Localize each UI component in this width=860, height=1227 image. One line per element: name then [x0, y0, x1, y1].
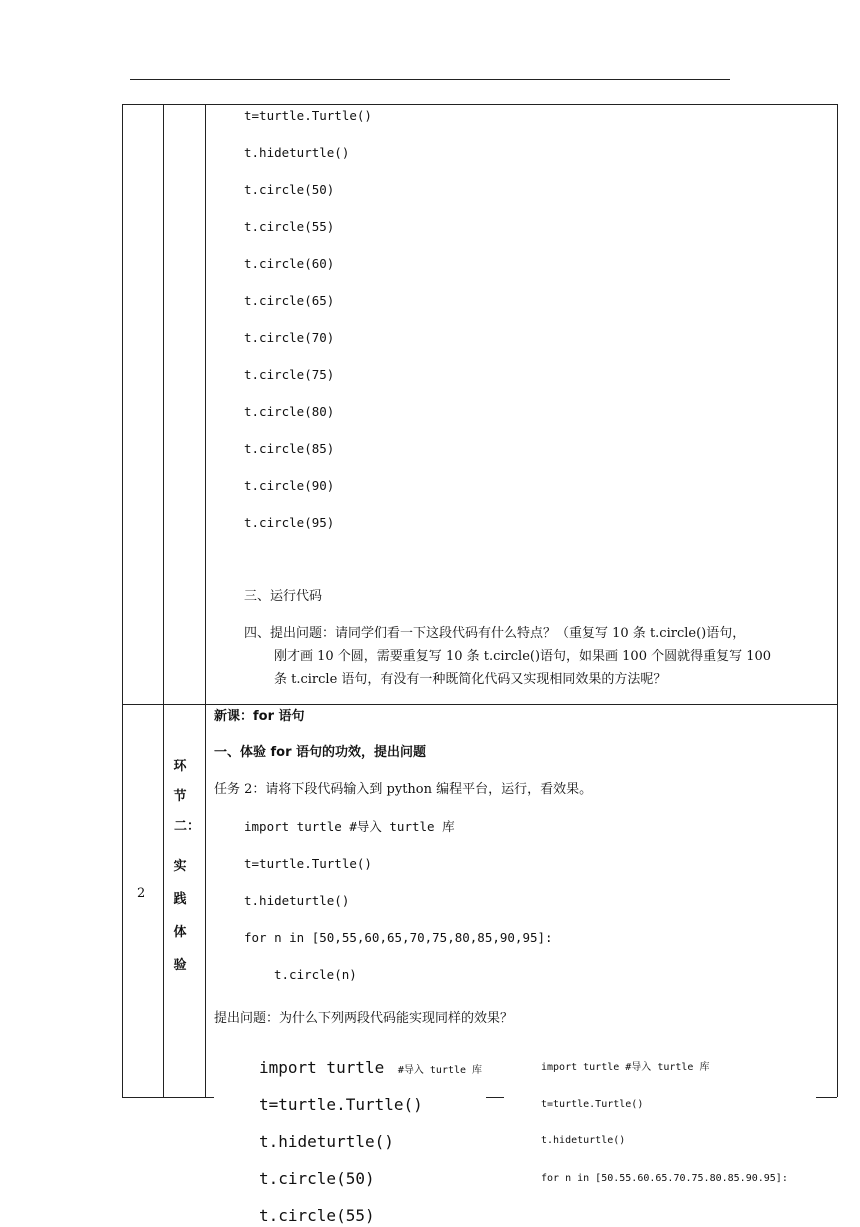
compare-left-code: import turtle [259, 1058, 385, 1077]
stage-char: 践 [173, 892, 187, 907]
lesson-heading: 新课：for 语句 [214, 709, 305, 724]
code-line: for n in [50,55,60,65,70,75,80,85,90,95]: [244, 930, 553, 945]
code-line: t.circle(85) [244, 441, 335, 456]
code-line: t.circle(75) [244, 367, 335, 382]
stage-char: 节 [173, 789, 187, 804]
code-line: t.circle(65) [244, 293, 335, 308]
code-line: t=turtle.Turtle() [244, 856, 372, 871]
compare-left-line: t.circle(50) [259, 1169, 375, 1188]
code-line: t.circle(90) [244, 478, 335, 493]
compare-left-comment: #导入 turtle 库 [397, 1065, 483, 1076]
comparison-question: 提出问题：为什么下列两段代码能实现同样的效果？ [214, 1011, 514, 1026]
step-question-line: 刚才画 10 个圆，需要重复写 10 条 t.circle()语句，如果画 100 个圆就得重复写 100 [274, 649, 772, 664]
table-bottom-border-mid [486, 1097, 504, 1098]
code-line: t.circle(60) [244, 256, 335, 271]
stage-char: 体 [173, 925, 187, 940]
code-line: t.circle(n) [274, 967, 357, 982]
code-line: import turtle #导入 turtle 库 [244, 819, 455, 834]
compare-right-line: import turtle #导入 turtle 库 [541, 1062, 710, 1073]
step-question-line: 四、提出问题：请同学们看一下这段代码有什么特点？（重复写 10 条 t.circle()语句， [244, 626, 746, 641]
stage-label [170, 752, 201, 981]
code-line: t.circle(80) [244, 404, 335, 419]
code-line: t.circle(55) [244, 219, 335, 234]
table-left-border [122, 104, 123, 1097]
compare-right-line: t=turtle.Turtle() [541, 1099, 644, 1110]
code-line: t=turtle.Turtle() [244, 108, 372, 123]
code-line: t.hideturtle() [244, 893, 350, 908]
header-rule [130, 79, 730, 80]
stage-char: 环 [173, 759, 187, 774]
code-line: t.hideturtle() [244, 145, 350, 160]
compare-left-line: t.circle(55) [259, 1206, 375, 1225]
table-top-border [122, 104, 837, 105]
compare-right-line: t.hideturtle() [541, 1135, 626, 1146]
compare-right-line: for n in [50.55.60.65.70.75.80.85.90.95]: [541, 1173, 788, 1184]
compare-left-import [259, 1057, 482, 1082]
table-bottom-border-left [122, 1097, 214, 1098]
compare-left-line: t=turtle.Turtle() [259, 1095, 423, 1114]
table-col-divider-2 [205, 104, 206, 1097]
code-line: t.circle(70) [244, 330, 335, 345]
compare-left-line: t.hideturtle() [259, 1132, 394, 1151]
table-col-divider-1 [163, 104, 164, 1097]
code-line: t.circle(50) [244, 182, 335, 197]
table-row-divider [122, 704, 837, 705]
step-run-code: 三、运行代码 [244, 589, 323, 604]
code-line: t.circle(95) [244, 515, 335, 530]
step-question-line: 条 t.circle 语句，有没有一种既简化代码又实现相同效果的方法呢？ [274, 672, 667, 687]
stage-char: 验 [173, 958, 187, 973]
row-number: 2 [137, 886, 146, 901]
section-heading: 一、体验 for 语句的功效，提出问题 [214, 745, 427, 760]
task-description: 任务 2：请将下段代码输入到 python 编程平台，运行，看效果。 [214, 782, 593, 797]
table-right-border [837, 104, 838, 1097]
stage-char: 实 [173, 859, 187, 874]
table-bottom-border-right [816, 1097, 837, 1098]
stage-char: 二： [174, 819, 201, 834]
